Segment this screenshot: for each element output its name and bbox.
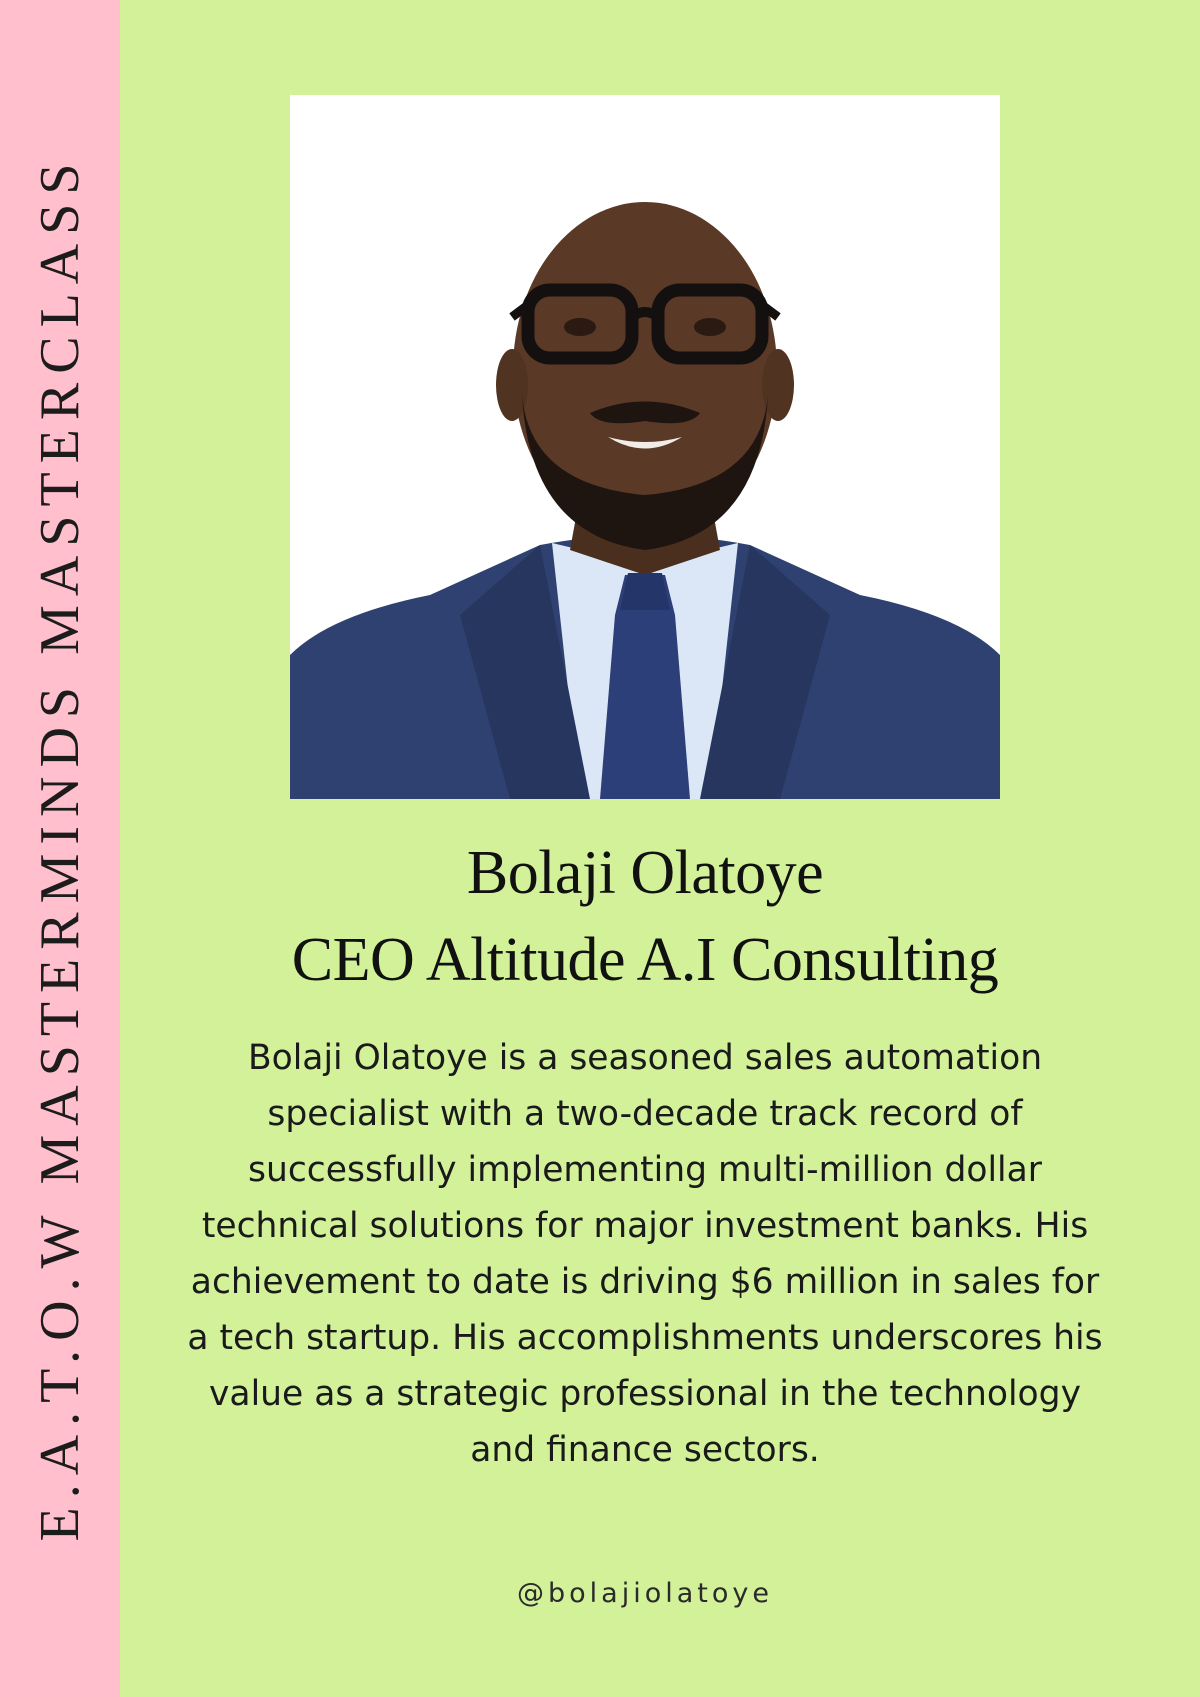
side-banner-text: E.A.T.O.W MASTERMINDS MASTERCLASS — [29, 154, 91, 1542]
person-portrait-icon — [290, 95, 1000, 799]
social-handle[interactable]: @bolajiolatoye — [517, 1578, 773, 1609]
speaker-name: Bolaji Olatoye — [466, 839, 824, 907]
speaker-bio: Bolaji Olatoye is a seasoned sales automation specialist with a two-decade track record of successfully implementing multi-million dollar technical solutions for major investment banks. His achievement to date is driving $6 million in sales for a tech startup. His accomplishments underscores his value as a strategic professional in the technology and finance sectors. — [187, 1038, 1103, 1470]
profile-photo — [290, 95, 1000, 799]
speaker-role: CEO Altitude A.I Consulting — [291, 926, 999, 994]
side-banner — [0, 0, 120, 1697]
